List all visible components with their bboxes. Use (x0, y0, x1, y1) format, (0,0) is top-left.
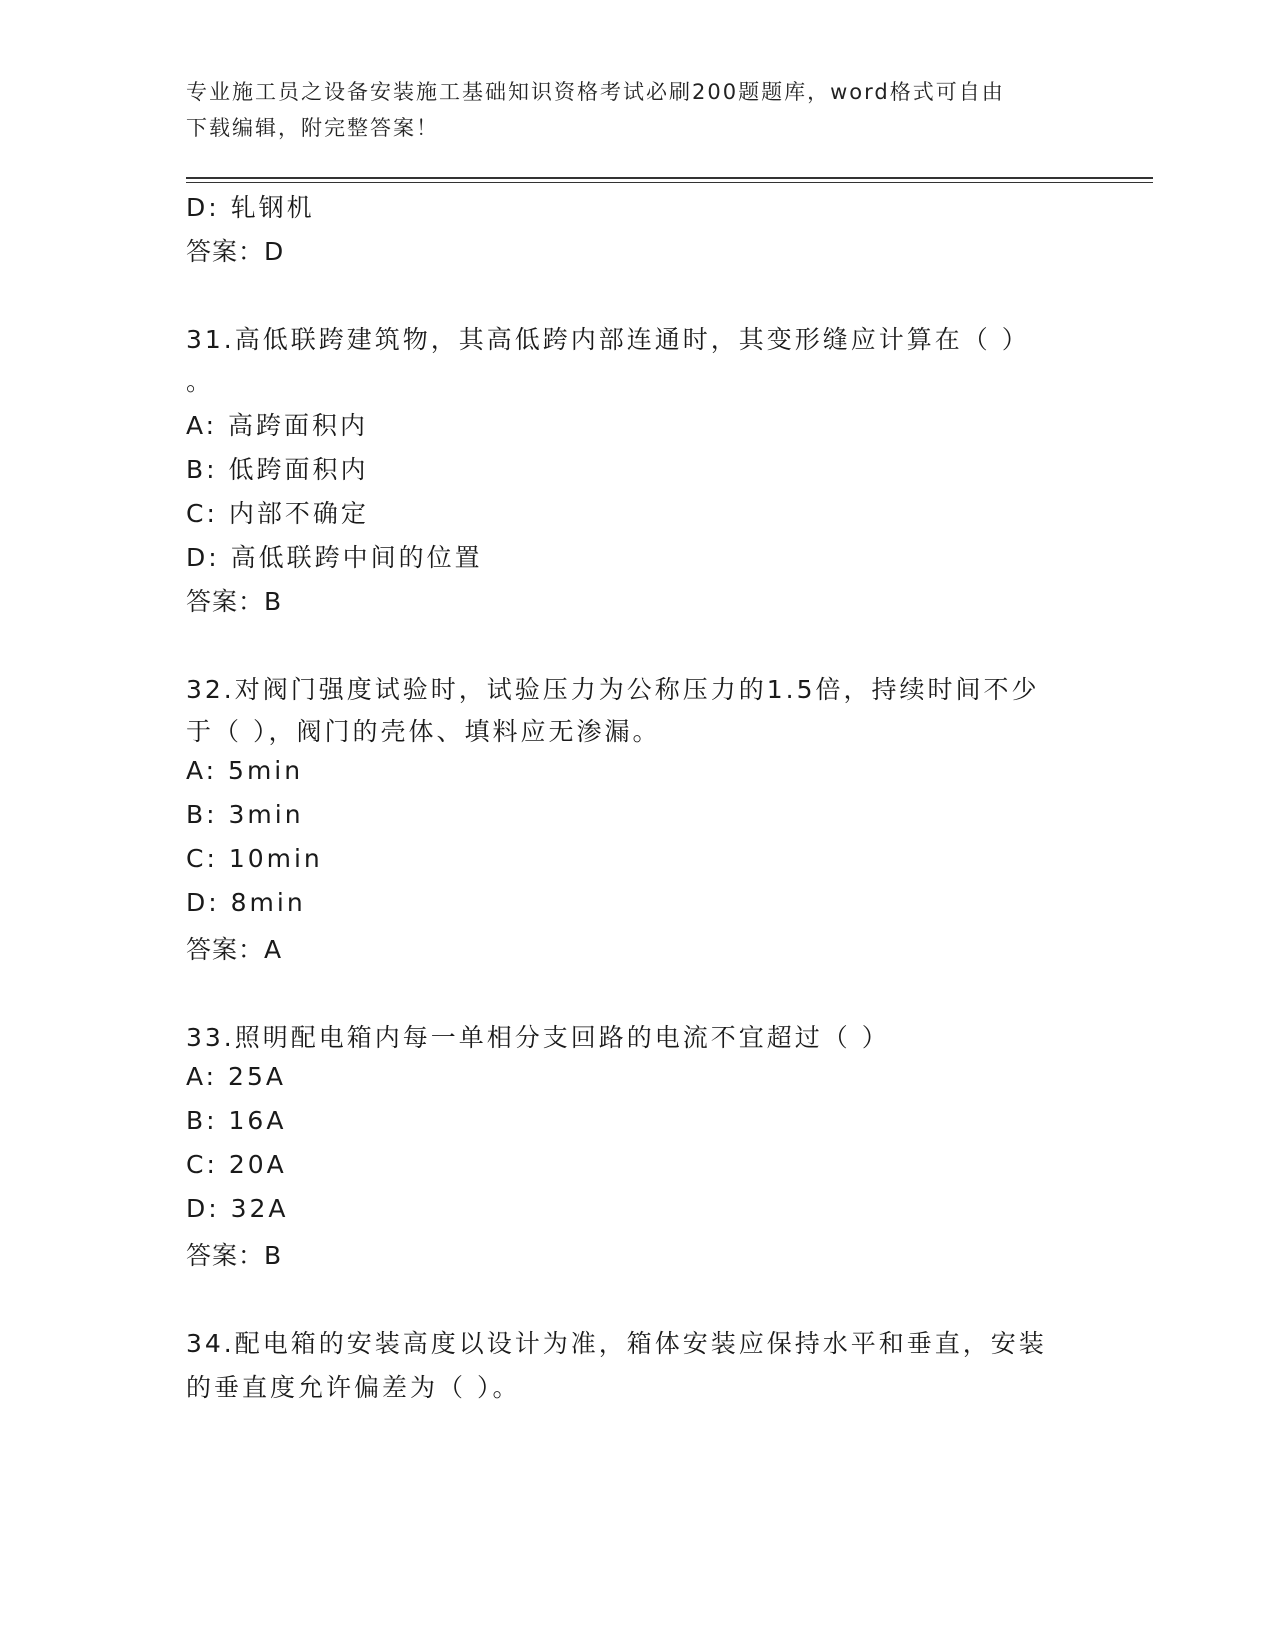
header-divider-thin (186, 182, 1153, 183)
q32-stem-line-2: 于（ ），阀门的壳体、填料应无渗漏。 (186, 717, 661, 746)
q30-answer: 答案：D (186, 237, 285, 266)
q31-option-a: A: 高跨面积内 (186, 411, 369, 440)
document-header (186, 74, 1066, 146)
q32-option-c: C: 10min (186, 844, 323, 873)
q31-option-b: B: 低跨面积内 (186, 455, 369, 484)
q32-option-b: B: 3min (186, 800, 304, 829)
q33-option-c: C: 20A (186, 1150, 287, 1179)
q33-option-d: D: 32A (186, 1194, 289, 1223)
header-divider-thick (186, 177, 1153, 179)
q32-answer: 答案：A (186, 935, 283, 964)
q33-stem-line-1: 33.照明配电箱内每一单相分支回路的电流不宜超过（ ） (186, 1023, 890, 1052)
q33-option-b: B: 16A (186, 1106, 287, 1135)
q33-answer: 答案：B (186, 1241, 283, 1270)
q31-option-c: C: 内部不确定 (186, 499, 369, 528)
q31-stem-line-2: 。 (186, 367, 215, 396)
q31-answer: 答案：B (186, 587, 283, 616)
q30-option-d: D: 轧钢机 (186, 193, 315, 222)
q34-stem-line-2: 的垂直度允许偏差为（ ）。 (186, 1373, 521, 1402)
q32-stem-line-1: 32.对阀门强度试验时，试验压力为公称压力的1.5倍，持续时间不少 (186, 675, 1040, 704)
header-title-line-1: 专业施工员之设备安装施工基础知识资格考试必刷200题题库，word格式可自由 (186, 80, 1005, 104)
q32-option-a: A: 5min (186, 756, 304, 785)
q32-option-d: D: 8min (186, 888, 306, 917)
q34-stem-line-1: 34.配电箱的安装高度以设计为准，箱体安装应保持水平和垂直，安装 (186, 1329, 1047, 1358)
q31-stem-line-1: 31.高低联跨建筑物，其高低跨内部连通时，其变形缝应计算在（ ） (186, 325, 1030, 354)
q33-option-a: A: 25A (186, 1062, 286, 1091)
q31-option-d: D: 高低联跨中间的位置 (186, 543, 483, 572)
header-title-line-2: 下载编辑，附完整答案！ (186, 116, 439, 140)
